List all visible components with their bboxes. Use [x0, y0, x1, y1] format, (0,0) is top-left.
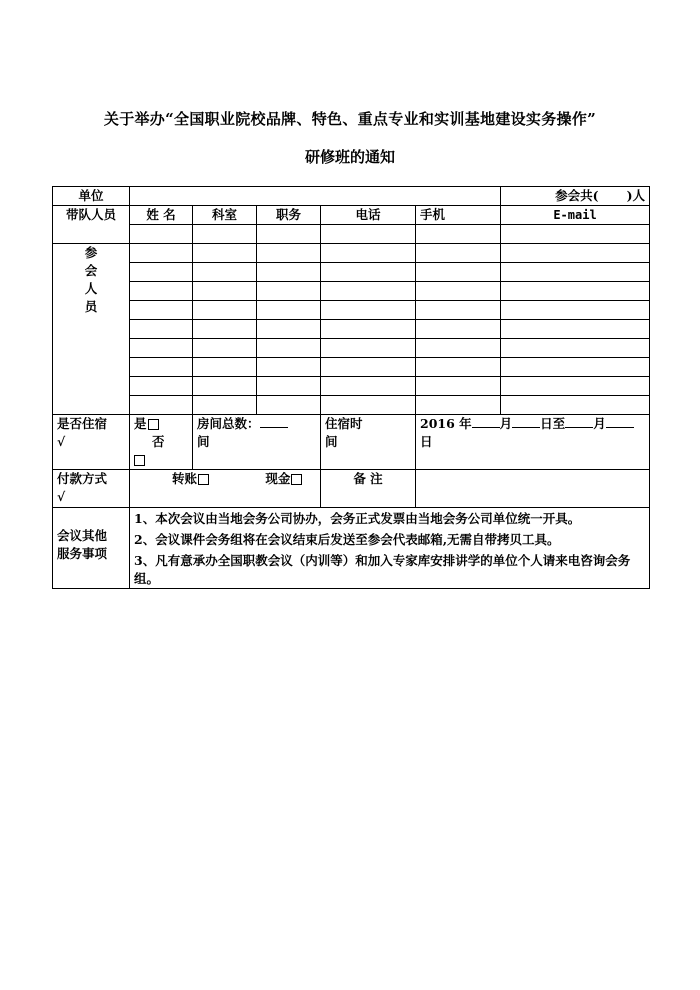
leader-header-row: [53, 206, 650, 225]
cash-checkbox[interactable]: [291, 474, 302, 485]
leader-phone-field[interactable]: [321, 225, 416, 244]
leader-name-field[interactable]: [130, 225, 193, 244]
attendee-count-suffix: )人: [626, 188, 646, 203]
participant-cell[interactable]: [321, 339, 416, 358]
participant-cell[interactable]: [501, 282, 650, 301]
participant-cell[interactable]: [257, 339, 321, 358]
registration-form-table: [52, 186, 650, 589]
lodging-check-mark: √: [57, 434, 66, 449]
lodging-yes-checkbox[interactable]: [148, 419, 159, 430]
participant-cell[interactable]: [416, 396, 501, 415]
participant-cell[interactable]: [193, 282, 257, 301]
header-position: 职务: [257, 206, 321, 225]
participant-cell[interactable]: [321, 263, 416, 282]
participant-cell[interactable]: [501, 358, 650, 377]
service-note-item: 3、凡有意承办全国职教会议（内训等）和加入专家库安排讲学的单位个人请来电咨询会务组。: [134, 553, 631, 586]
room-count-label: 房间总数：: [197, 416, 260, 431]
date-day-to-label: 日至: [540, 416, 566, 431]
leader-position-field[interactable]: [257, 225, 321, 244]
attendee-count-cell[interactable]: [501, 187, 650, 206]
notice-title-line1: 关于举办“全国职业院校品牌、特色、重点专业和实训基地建设实务操作”: [103, 110, 597, 128]
payment-choice-cell: [130, 470, 321, 508]
participant-cell[interactable]: [321, 282, 416, 301]
room-count-unit: 间: [197, 434, 210, 449]
service-note-item: 2、会议课件会务组将在会议结束后发送至参会代表邮箱,无需自带拷贝工具。: [134, 532, 560, 547]
participants-label-char: 会: [84, 263, 98, 278]
participant-row: [53, 396, 650, 415]
participant-cell[interactable]: [193, 358, 257, 377]
participant-cell[interactable]: [501, 320, 650, 339]
participant-cell[interactable]: [501, 396, 650, 415]
participant-cell[interactable]: [257, 244, 321, 263]
header-name: 姓 名: [130, 206, 193, 225]
participant-cell[interactable]: [257, 358, 321, 377]
date-blank[interactable]: [565, 415, 593, 428]
transfer-label: 转账: [172, 471, 198, 486]
leader-email-field[interactable]: [501, 225, 650, 244]
participant-cell[interactable]: [416, 320, 501, 339]
participant-cell[interactable]: [416, 244, 501, 263]
participant-row: [53, 358, 650, 377]
header-phone: 电话: [321, 206, 416, 225]
participant-cell[interactable]: [321, 320, 416, 339]
unit-field[interactable]: [130, 187, 501, 206]
participants-label-char: 人: [84, 281, 98, 296]
remarks-label: 备 注: [321, 470, 416, 508]
lodging-yes-label: 是: [134, 416, 147, 431]
participant-cell[interactable]: [416, 339, 501, 358]
participant-cell[interactable]: [130, 263, 193, 282]
participant-row: [53, 301, 650, 320]
participant-cell[interactable]: [416, 377, 501, 396]
participant-cell[interactable]: [130, 301, 193, 320]
room-count-blank[interactable]: [260, 415, 288, 428]
header-department: 科室: [193, 206, 257, 225]
remarks-field[interactable]: [416, 470, 650, 508]
leader-label: 带队人员: [53, 206, 130, 244]
services-notes: [130, 508, 650, 589]
participant-row: [53, 377, 650, 396]
transfer-checkbox[interactable]: [198, 474, 209, 485]
lodging-label: [53, 415, 130, 470]
participant-row: [53, 263, 650, 282]
lodging-date-cell[interactable]: [416, 415, 650, 470]
participant-cell[interactable]: [130, 358, 193, 377]
leader-entry-row: [53, 225, 650, 244]
room-count-cell[interactable]: [193, 415, 321, 470]
participant-cell[interactable]: [321, 377, 416, 396]
payment-check-mark: √: [57, 489, 66, 504]
services-label-line1: 会议其他: [57, 528, 108, 543]
service-note-item: 1、本次会议由当地会务公司协办，会务正式发票由当地会务公司单位统一开具。: [134, 511, 581, 526]
participant-row: [53, 244, 650, 263]
participant-cell[interactable]: [193, 339, 257, 358]
participants-label-char: 参: [84, 245, 98, 260]
participant-cell[interactable]: [416, 263, 501, 282]
participant-cell[interactable]: [193, 396, 257, 415]
lodging-no-checkbox[interactable]: [134, 455, 145, 466]
participant-row: [53, 320, 650, 339]
date-blank[interactable]: [512, 415, 540, 428]
lodging-time-label-line1: 住宿时: [325, 416, 363, 431]
cash-label: 现金: [265, 471, 291, 486]
payment-label-text: 付款方式: [57, 471, 108, 486]
participant-cell[interactable]: [193, 244, 257, 263]
lodging-time-label: [321, 415, 416, 470]
participant-cell[interactable]: [501, 244, 650, 263]
participant-cell[interactable]: [501, 339, 650, 358]
lodging-label-text: 是否住宿: [57, 416, 108, 431]
services-row: [53, 508, 650, 589]
participant-cell[interactable]: [257, 320, 321, 339]
date-day-label: 日: [420, 434, 433, 449]
participant-cell[interactable]: [257, 377, 321, 396]
header-mobile: 手机: [416, 206, 501, 225]
participant-cell[interactable]: [193, 301, 257, 320]
participant-cell[interactable]: [193, 263, 257, 282]
participant-cell[interactable]: [130, 282, 193, 301]
participants-label-char: 员: [84, 299, 98, 314]
participant-cell[interactable]: [257, 301, 321, 320]
date-blank[interactable]: [472, 415, 500, 428]
participant-cell[interactable]: [130, 377, 193, 396]
leader-department-field[interactable]: [193, 225, 257, 244]
participants-label: [53, 244, 130, 415]
payment-row: [53, 470, 650, 508]
participant-cell[interactable]: [193, 320, 257, 339]
participant-row: [53, 339, 650, 358]
participant-cell[interactable]: [416, 282, 501, 301]
participant-cell[interactable]: [321, 244, 416, 263]
participant-cell[interactable]: [501, 301, 650, 320]
participant-cell[interactable]: [416, 301, 501, 320]
lodging-row: [53, 415, 650, 470]
participant-row: [53, 282, 650, 301]
participant-cell[interactable]: [257, 282, 321, 301]
unit-row: [53, 187, 650, 206]
header-email: E-mail: [501, 206, 650, 225]
unit-label: 单位: [53, 187, 130, 206]
lodging-choice-cell: [130, 415, 193, 470]
notice-title-line2: 研修班的通知: [304, 148, 395, 166]
participant-cell[interactable]: [193, 377, 257, 396]
leader-mobile-field[interactable]: [416, 225, 501, 244]
services-label-line2: 服务事项: [57, 546, 108, 561]
participant-cell[interactable]: [130, 339, 193, 358]
date-blank[interactable]: [606, 415, 634, 428]
lodging-year: 2016 年: [420, 416, 472, 431]
participant-cell[interactable]: [130, 396, 193, 415]
attendee-count-prefix: 参会共(: [555, 188, 599, 203]
participant-cell[interactable]: [257, 263, 321, 282]
lodging-time-label-line2: 间: [325, 434, 338, 449]
date-month-label: 月: [499, 416, 513, 431]
date-month-label: 月: [593, 416, 606, 431]
payment-label: [53, 470, 130, 508]
participant-cell[interactable]: [257, 396, 321, 415]
participant-cell[interactable]: [130, 244, 193, 263]
lodging-no-label: 否: [152, 434, 165, 449]
participant-cell[interactable]: [321, 301, 416, 320]
participant-cell[interactable]: [501, 377, 650, 396]
participant-cell[interactable]: [416, 358, 501, 377]
participant-cell[interactable]: [130, 320, 193, 339]
participant-cell[interactable]: [501, 263, 650, 282]
participant-cell[interactable]: [321, 358, 416, 377]
services-label: [53, 508, 130, 589]
participant-cell[interactable]: [321, 396, 416, 415]
